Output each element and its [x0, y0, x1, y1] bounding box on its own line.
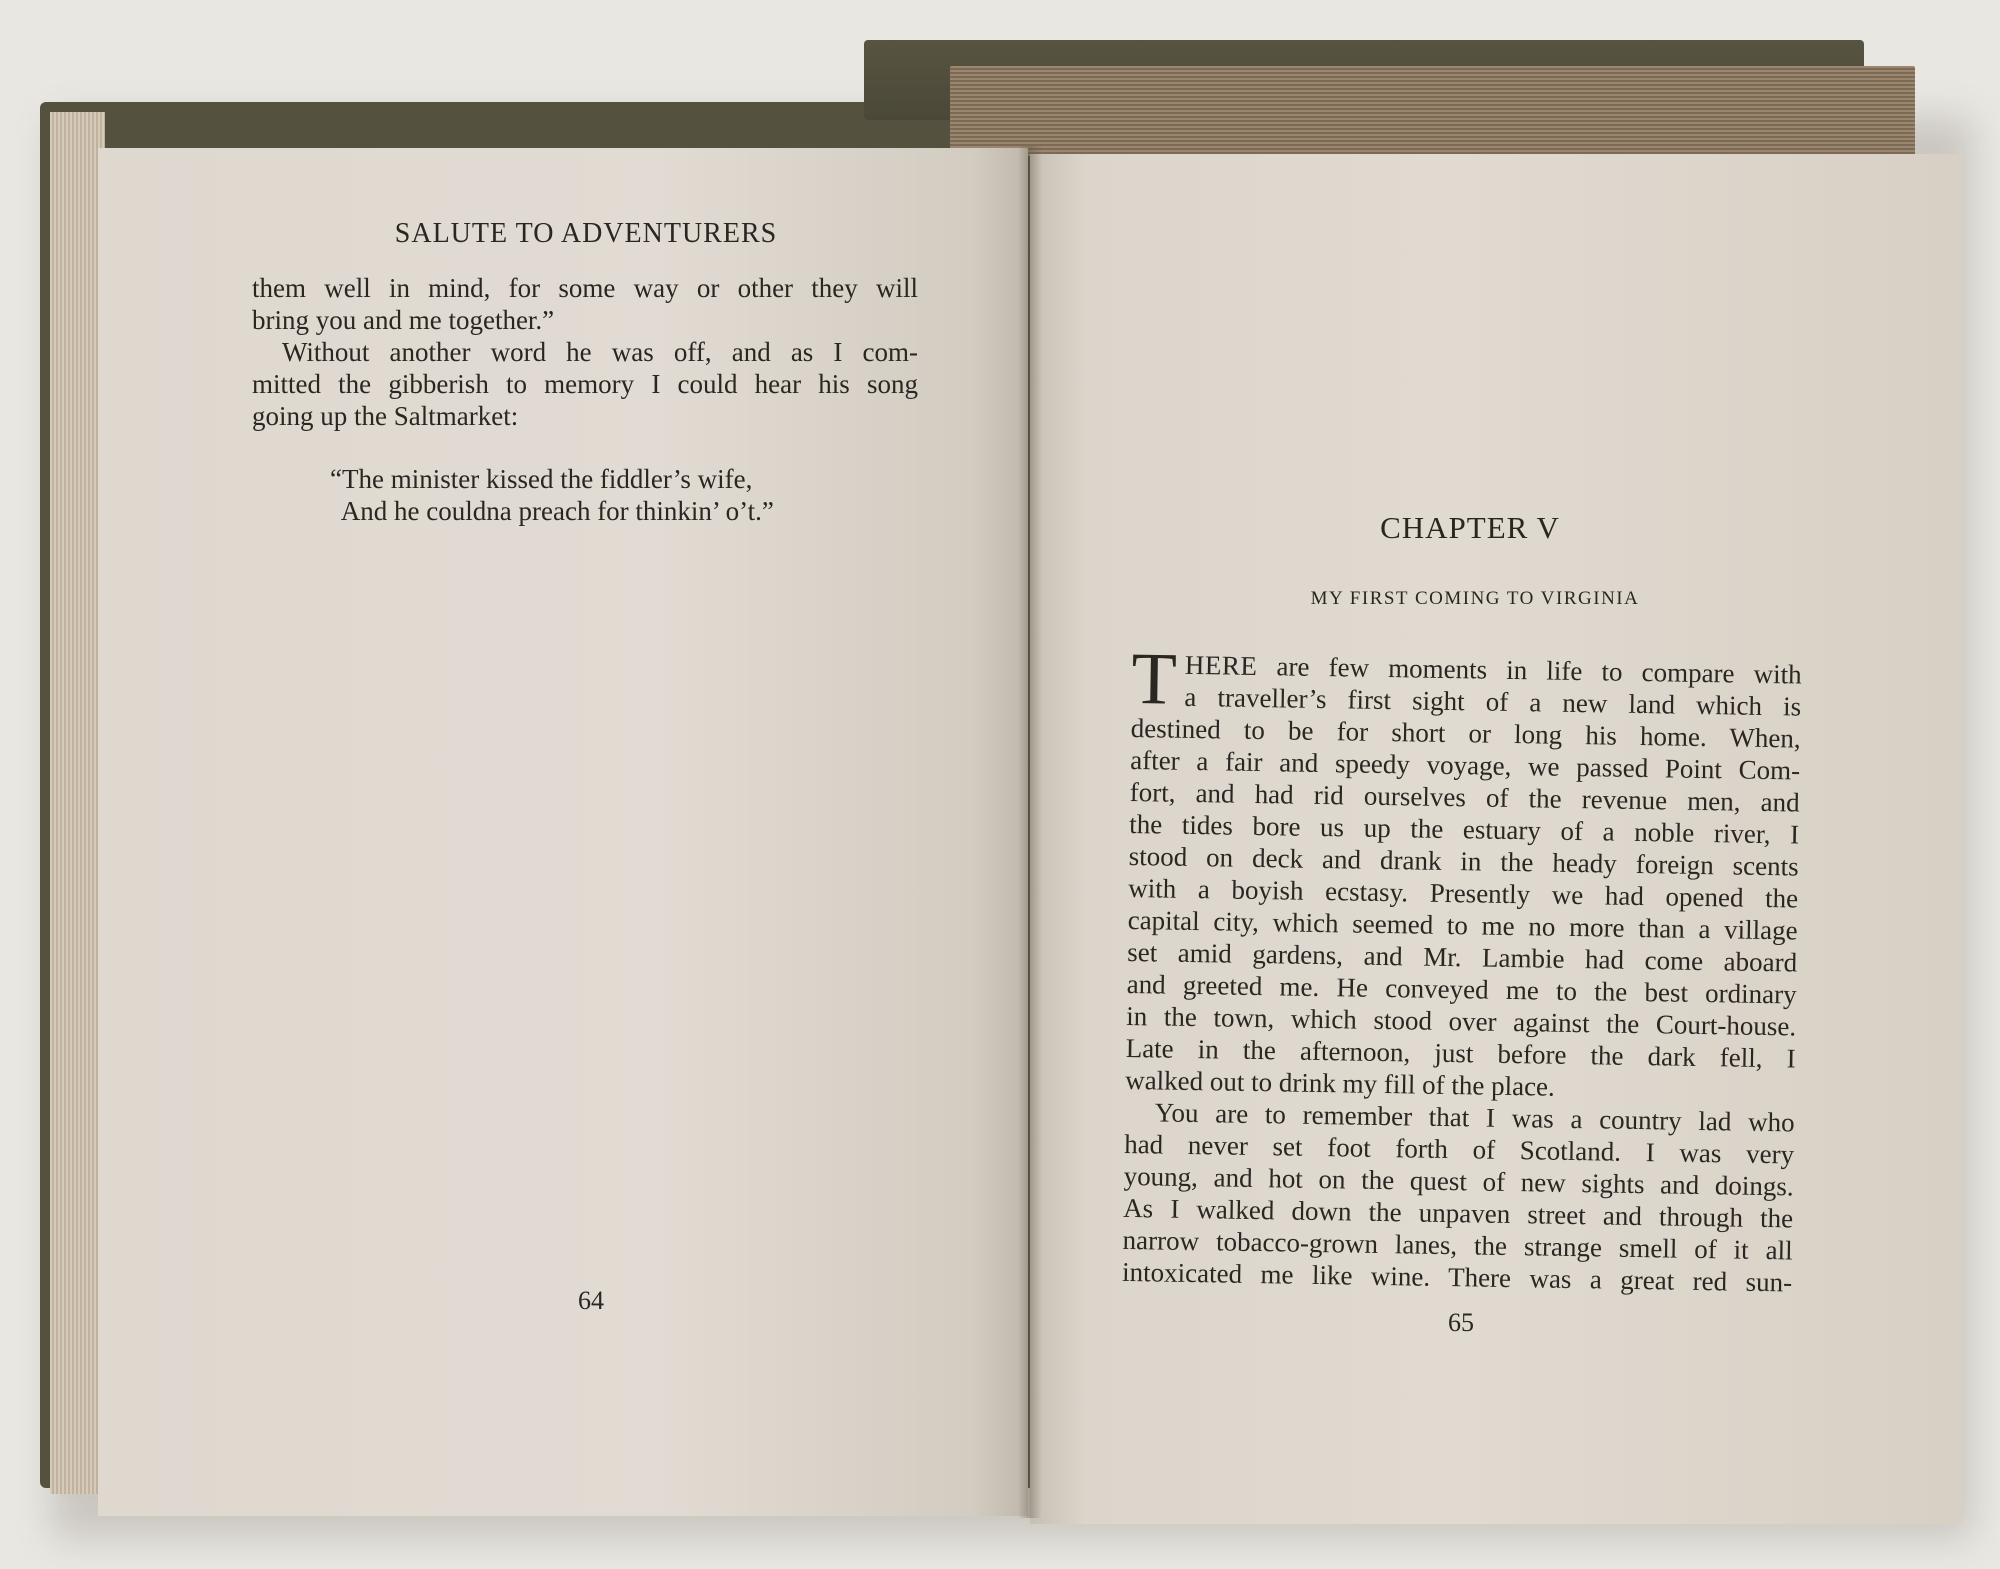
text-line: in the town, which stood over against the Court-house. — [1125, 1000, 1797, 1042]
text-line: mitted the gibberish to memory I could hear his song — [252, 369, 918, 399]
page-edges-left — [50, 112, 105, 1494]
text-line: fort, and had rid ourselves of the revenue men, and — [1129, 776, 1800, 818]
text-line: are few moments in life to compare with — [1257, 650, 1802, 690]
text-line: after a fair and speedy voyage, we passed Point Com- — [1130, 744, 1801, 786]
text-line: Late in the afternoon, just before the dark fell, I — [1125, 1032, 1796, 1074]
text-line: set amid gardens, and Mr. Lambie had come aboard — [1126, 936, 1798, 978]
text-line: a traveller’s first sight of a new land which is — [1184, 681, 1802, 722]
text-line: them well in mind, for some way or other they will — [252, 273, 918, 303]
text-line: and greeted me. He conveyed me to the best ordinary — [1126, 968, 1797, 1010]
page-edges-top — [950, 66, 1915, 156]
text-line: Without another word he was off, and as I com- — [282, 337, 918, 367]
drop-cap: T — [1130, 638, 1178, 721]
text-line: narrow tobacco-grown lanes, the strange smell of it all — [1122, 1224, 1793, 1266]
right-page-body — [1121, 638, 1802, 1298]
book-gutter — [1018, 146, 1042, 1518]
page-number-right: 65 — [1448, 1308, 1474, 1337]
left-page-body — [252, 272, 918, 432]
page-number-left: 64 — [578, 1286, 604, 1315]
text-line: the tides bore us up the estuary of a noble river, I — [1128, 808, 1800, 850]
chapter-title: CHAPTER V — [1380, 510, 1560, 545]
text-line: with a boyish ecstasy. Presently we had opened the — [1127, 872, 1799, 914]
verse-quote — [330, 463, 890, 527]
text-line: destined to be for short or long his home. When, — [1130, 712, 1801, 754]
text-line: young, and hot on the quest of new sights and doings. — [1123, 1160, 1794, 1202]
text-line: intoxicated me like wine. There was a great red sun- — [1121, 1256, 1793, 1298]
running-head: SALUTE TO ADVENTURERS — [394, 218, 778, 249]
first-word: HERE — [1184, 649, 1258, 681]
text-line: bring you and me together.” — [252, 305, 555, 335]
text-line: going up the Saltmarket: — [252, 401, 519, 431]
text-line: capital city, which seemed to me no more than a village — [1127, 904, 1798, 946]
text-line: stood on deck and drank in the heady foreign scents — [1128, 840, 1799, 882]
text-line: walked out to drink my fill of the place. — [1124, 1064, 1556, 1102]
text-line: had never set foot forth of Scotland. I was very — [1123, 1128, 1795, 1170]
text-line: You are to remember that I was a country lad who — [1154, 1097, 1795, 1138]
text-line: As I walked down the unpaven street and through the — [1122, 1192, 1794, 1234]
verse-line: “The minister kissed the fiddler’s wife, — [330, 464, 753, 494]
verse-line: And he couldna preach for thinkin’ o’t.” — [340, 496, 774, 526]
chapter-subtitle: MY FIRST COMING TO VIRGINIA — [1310, 588, 1640, 609]
